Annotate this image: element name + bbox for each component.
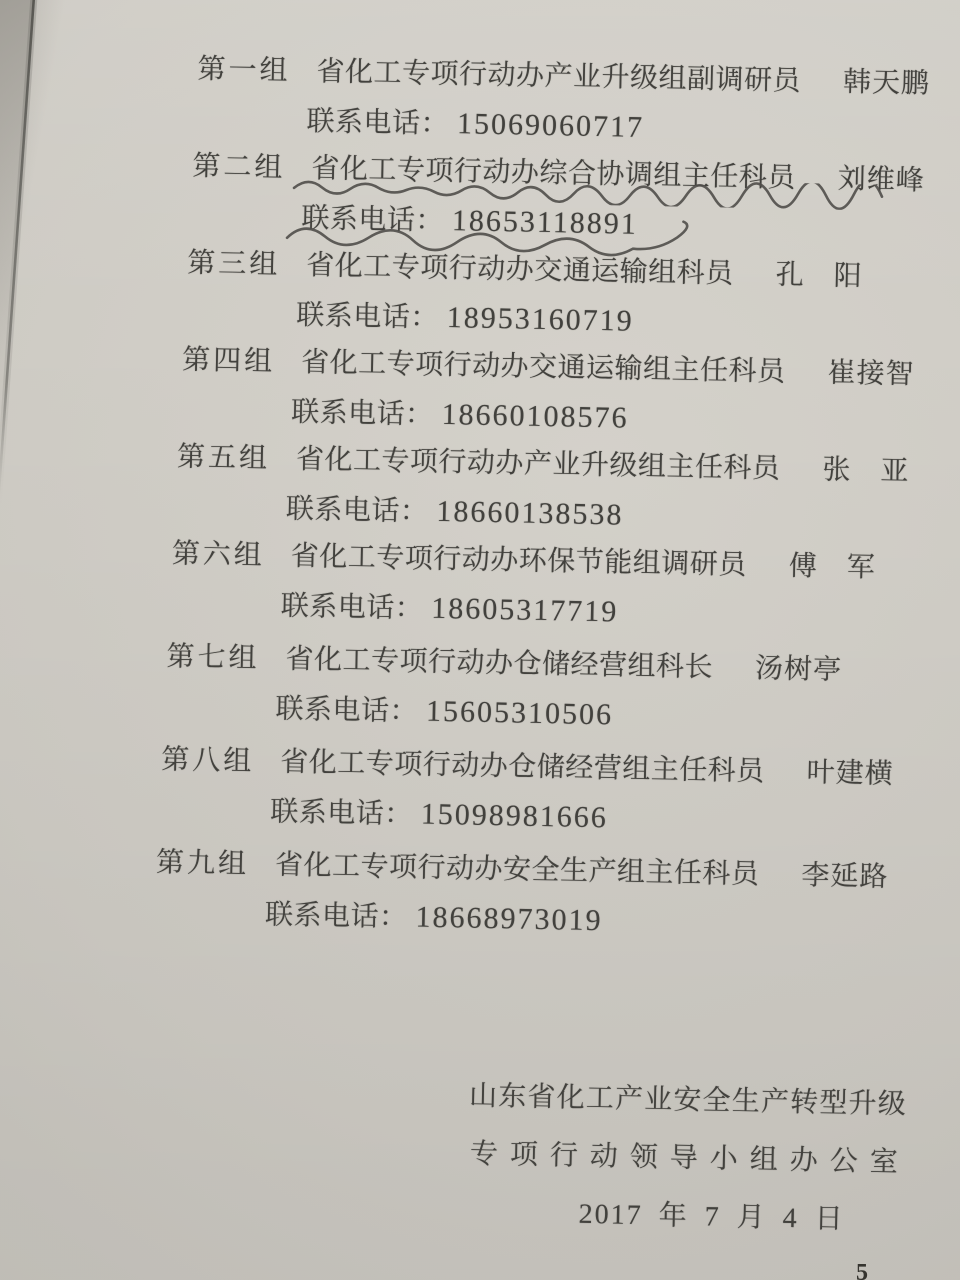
signature-block xyxy=(0,1058,940,1251)
group-role: 省化工专项行动办产业升级组副调研员 xyxy=(316,56,802,98)
phone-label: 联系电话： xyxy=(285,493,429,528)
phone-label: 联系电话： xyxy=(275,693,419,727)
group-label: 第二组 xyxy=(192,150,286,184)
group-role: 省化工专项行动办综合协调组主任科员 xyxy=(311,153,797,194)
document-body xyxy=(0,42,960,1251)
group-label: 第一组 xyxy=(197,53,291,87)
phone-number: 15098981666 xyxy=(420,797,609,834)
group-member-name: 崔接智 xyxy=(827,357,915,391)
phone-label: 联系电话： xyxy=(295,299,440,334)
group-member-name: 刘维峰 xyxy=(837,163,926,197)
group-role: 省化工专项行动办环保节能组调研员 xyxy=(290,540,748,582)
footer-date: 2017 年 7 月 4 日 xyxy=(578,1198,845,1236)
group-label: 第八组 xyxy=(161,744,255,778)
group-role: 省化工专项行动办产业升级组主任科员 xyxy=(295,443,781,485)
group-member-name: 傅 军 xyxy=(788,550,877,584)
group-row-6 xyxy=(0,527,934,643)
group-role: 省化工专项行动办交通运输组主任科员 xyxy=(300,347,786,388)
footer-org-line-2: 专项行动领导小组办公室 xyxy=(469,1138,911,1179)
phone-number: 18653118891 xyxy=(451,203,639,241)
group-row-4 xyxy=(0,333,944,449)
phone-label: 联系电话： xyxy=(280,590,424,625)
group-row-2 xyxy=(0,139,955,255)
group-member-name: 李延路 xyxy=(801,860,889,893)
phone-label: 联系电话： xyxy=(306,105,450,140)
phone-number: 15069060717 xyxy=(456,106,645,144)
group-row-1 xyxy=(0,42,960,158)
group-label: 第五组 xyxy=(176,441,271,475)
group-label: 第三组 xyxy=(186,247,281,281)
phone-number: 15605310506 xyxy=(425,694,614,731)
group-label: 第七组 xyxy=(166,641,260,675)
phone-label: 联系电话： xyxy=(269,796,414,830)
group-row-9 xyxy=(0,835,918,951)
group-row-5 xyxy=(0,430,939,546)
group-member-name: 张 亚 xyxy=(822,454,910,488)
page-number: 5 xyxy=(856,1260,868,1280)
group-role: 省化工专项行动办交通运输组科员 xyxy=(305,250,735,290)
group-label: 第六组 xyxy=(171,538,266,572)
phone-number: 18668973019 xyxy=(415,899,603,937)
group-label: 第九组 xyxy=(155,847,250,881)
phone-number: 18953160719 xyxy=(446,300,635,338)
group-row-8 xyxy=(0,732,924,848)
group-role: 省化工专项行动办安全生产组主任科员 xyxy=(274,849,760,891)
group-role: 省化工专项行动办仓储经营组主任科员 xyxy=(280,746,766,788)
group-row-7 xyxy=(0,629,929,745)
phone-number: 18605317719 xyxy=(431,591,619,628)
phone-label: 联系电话： xyxy=(290,396,434,431)
group-member-name: 韩天鹏 xyxy=(842,66,931,100)
group-row-3 xyxy=(0,236,950,352)
group-member-name: 叶建横 xyxy=(806,757,895,791)
group-label: 第四组 xyxy=(181,344,276,378)
group-role: 省化工专项行动办仓储经营组科长 xyxy=(285,643,714,684)
phone-number: 18660108576 xyxy=(441,397,629,435)
group-member-name: 孔 阳 xyxy=(775,259,864,293)
group-member-name: 汤树亭 xyxy=(754,653,843,686)
footer-org-line-1: 山东省化工产业安全生产转型升级 xyxy=(468,1080,908,1121)
phone-number: 18660138538 xyxy=(436,494,624,532)
phone-label: 联系电话： xyxy=(264,898,408,933)
phone-label: 联系电话： xyxy=(301,202,445,237)
